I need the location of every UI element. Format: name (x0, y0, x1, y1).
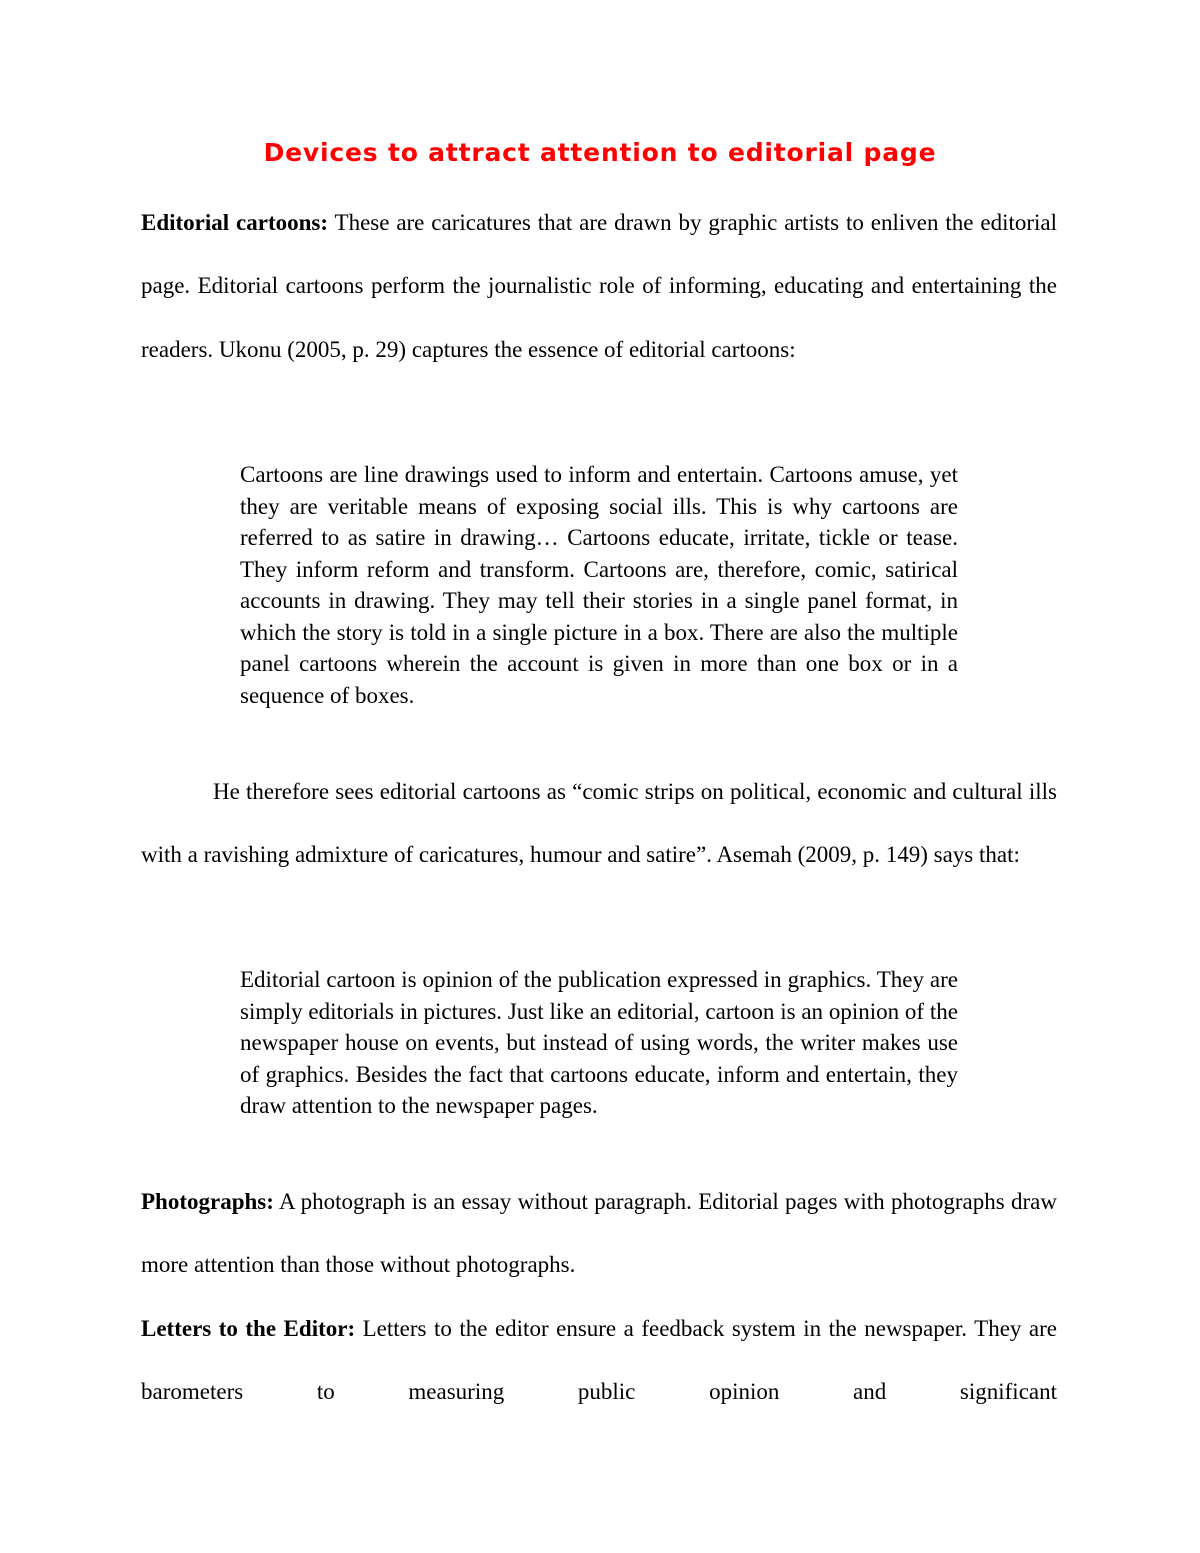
letters-to-editor-paragraph (141, 1297, 1057, 1424)
page-title: Devices to attract attention to editorial page (263, 138, 937, 167)
photographs-heading: Photographs: (141, 1189, 274, 1214)
letters-to-editor-text: Letters to the editor ensure a feedback system in the newspaper. They are barometers to measuring public opinion and significant (141, 1316, 1057, 1405)
block-quote-ukonu: Cartoons are line drawings used to inform and entertain. Cartoons amuse, yet they are veritable means of exposing social ills. This is why cartoons are referred to as satire in drawing… Cartoons educate, irritate, tickle or tease. They inform reform and transform. Cartoons are, therefore, comic, satirical accounts in drawing. They may tell their stories in a single panel format, in which the story is told in a single picture in a box. There are also the multiple panel cartoons wherein the account is given in more than one box or in a sequence of boxes. (240, 462, 958, 708)
letters-to-editor-heading: Letters to the Editor: (141, 1316, 356, 1341)
photographs-text: A photograph is an essay without paragraph. Editorial pages with photographs draw more attention than those without photographs. (141, 1189, 1057, 1278)
editorial-cartoons-text: These are caricatures that are drawn by graphic artists to enliven the editorial page. Editorial cartoons perform the journalistic role of informing, educating and entertaining the readers. Ukonu (2005, p. 29) captures the essence of editorial cartoons: (141, 210, 1057, 362)
comic-strips-text: He therefore sees editorial cartoons as “comic strips on political, economic and cultural ills with a ravishing admixture of caricatures, humour and satire”. Asemah (2009, p. 149) says that: (141, 779, 1057, 868)
editorial-cartoons-paragraph (141, 191, 1057, 381)
editorial-cartoons-heading: Editorial cartoons: (141, 210, 329, 235)
comic-strips-paragraph (141, 760, 1057, 887)
block-quote-asemah: Editorial cartoon is opinion of the publication expressed in graphics. They are simply editorials in pictures. Just like an editorial, cartoon is an opinion of the newspaper house on events, but instead of using words, the writer makes use of graphics. Besides the fact that cartoons educate, inform and entertain, they draw attention to the newspaper pages. (240, 967, 958, 1118)
photographs-paragraph (141, 1170, 1057, 1297)
